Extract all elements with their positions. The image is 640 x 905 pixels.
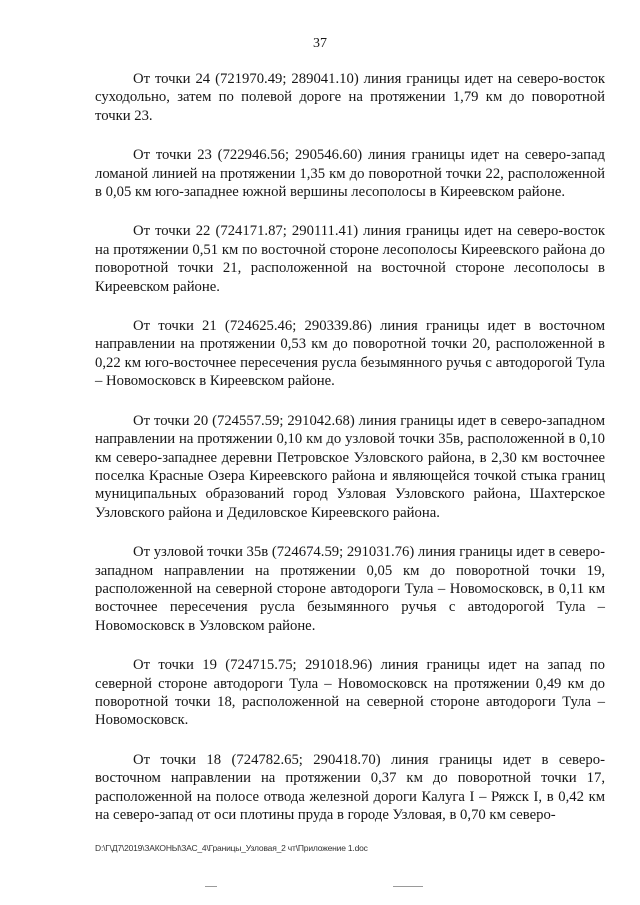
- paragraph-point-23: От точки 23 (722946.56; 290546.60) линия границы идет на северо-запад ломаной линией на протяжении 1,35 км до поворотной точки 22, расположенной в 0,05 км юго-западнее южной вершины лесополосы в Киреевском районе.: [95, 147, 605, 201]
- paragraph-point-24: От точки 24 (721970.49; 289041.10) линия границы идет на северо-восток суходольно, затем по полевой дороге на протяжении 1,79 км до поворотной точки 23.: [95, 71, 605, 124]
- paragraph-point-19: От точки 19 (724715.75; 291018.96) линия границы идет на запад по северной стороне автодороги Тула – Новомосковск на протяжении 0,49 км до поворотной точки 18, расположенной на северной стороне автодороги Тула – Новомосковск.: [95, 657, 605, 729]
- paragraph-node-35v: От узловой точки 35в (724674.59; 291031.76) линия границы идет в северо-западном направлении на протяжении 0,05 км до поворотной точки 19, расположенной на северной стороне автодороги Тула – Новомосковск, в 0,11 км восточнее пересечения русла безымянного ручья с автодорогой Тула – Новомосковск в Узловском районе.: [95, 544, 605, 634]
- paragraph-point-18: От точки 18 (724782.65; 290418.70) линия границы идет в северо-восточном направлении на протяжении 0,37 км до поворотной точки 17, расположенной на полосе отвода железной дороги Калуга I – Ряжск I, в 0,42 км на северо-запад от оси плотины пруда в городе Узловая, в 0,70 км северо-: [95, 751, 605, 823]
- paragraph-point-21: От точки 21 (724625.46; 290339.86) линия границы идет в восточном направлении на протяжении 0,53 км до поворотной точки 20, расположенной в 0,22 км юго-восточнее пересечения русла безымянного ручья с автодорогой Тула – Новомосковск в Киреевском районе.: [95, 318, 605, 390]
- paragraph-point-22: От точки 22 (724171.87; 290111.41) линия границы идет на северо-восток на протяжении 0,51 км по восточной стороне лесополосы Киреевского района до поворотной точки 21, расположенной на восточной стороне лесополосы в Киреевском районе.: [95, 223, 605, 295]
- footer-file-path: D:\Г\Д7\2019\ЗАКОНЫ\ЗАС_4\Границы_Узловая_2 чт\Приложение 1.doc: [95, 843, 368, 853]
- document-body: [95, 70, 605, 824]
- scan-artifact-left: [205, 886, 217, 887]
- paragraph-point-20: От точки 20 (724557.59; 291042.68) линия границы идет в северо-западном направлении на протяжении 0,10 км до узловой точки 35в, расположенной в 0,10 км северо-западнее деревни Петровское Узловского района, в 2,30 км восточнее поселка Красные Озера Киреевского района и являющейся точкой стыка границ муниципальных образований город Узловая Узловского района, Шахтерское Узловского района и Дедиловское Киреевского района.: [95, 412, 605, 521]
- scan-artifact-right: [393, 886, 423, 887]
- page-number: 37: [313, 36, 327, 51]
